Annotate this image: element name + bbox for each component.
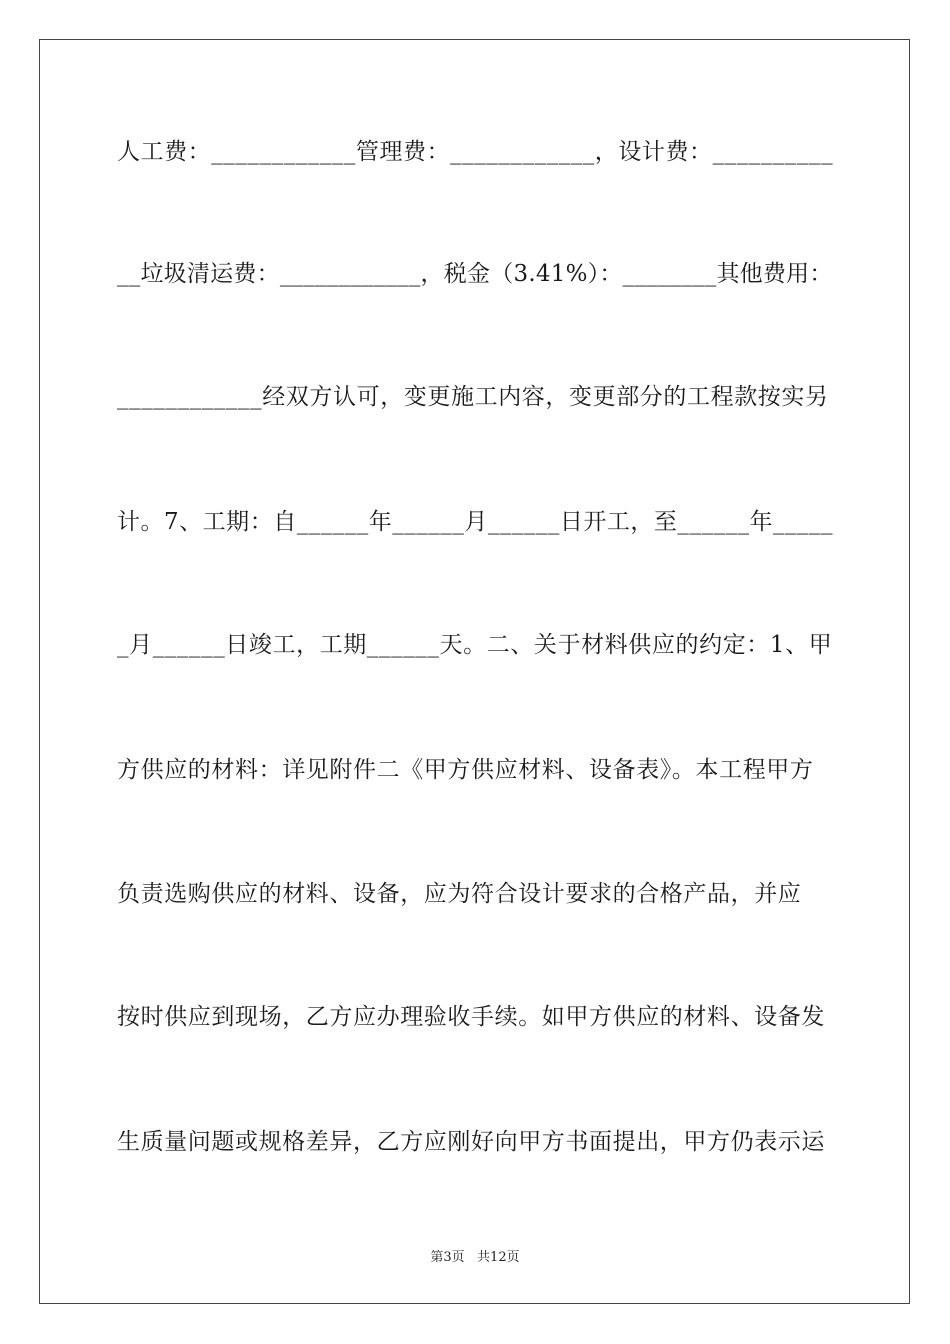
text-line-6: 方供应的材料：详见附件二《甲方供应材料、设备表》。本工程甲方 <box>117 757 814 783</box>
text-line-1: 人工费：____________管理费：____________，设计费：__________ <box>117 139 834 165</box>
text-line-8: 按时供应到现场，乙方应办理验收手续。如甲方供应的材料、设备发 <box>117 1004 825 1030</box>
text-line-5: _月______日竣工，工期______天。二、关于材料供应的约定：1、甲 <box>117 632 833 658</box>
text-line-7: 负责选购供应的材料、设备，应为符合设计要求的合格产品，并应 <box>117 881 802 907</box>
text-line-3: ____________经双方认可，变更施工内容，变更部分的工程款按实另 <box>117 384 829 410</box>
text-line-9: 生质量问题或规格差异，乙方应刚好向甲方书面提出，甲方仍表示运 <box>117 1129 825 1155</box>
text-line-2: __垃圾清运费：____________，税金（3.41%）：________其他费用： <box>117 261 833 287</box>
text-line-4: 计。7、工期：自______年______月______日开工，至______年_____ <box>117 509 834 535</box>
page-border <box>39 39 910 1304</box>
page-number-footer: 第3页 共12页 <box>430 1250 520 1265</box>
